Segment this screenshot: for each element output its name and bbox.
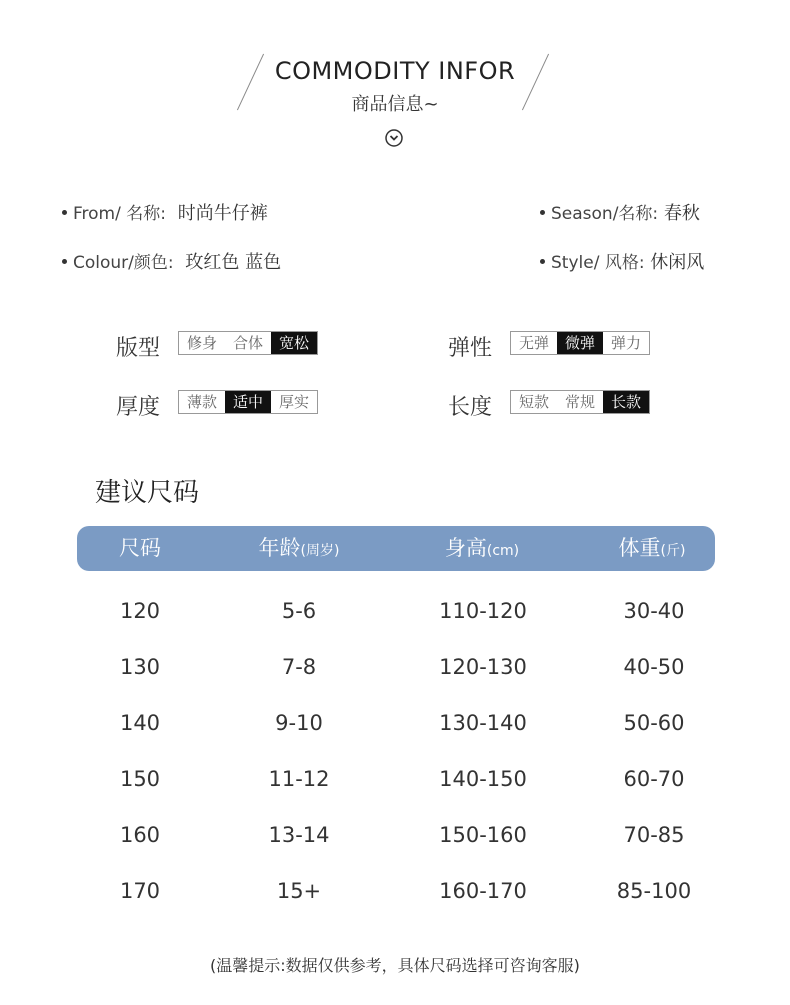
- info-colour: [62, 248, 281, 274]
- info-from: [62, 199, 268, 225]
- header-weight-text: 体重: [618, 536, 661, 560]
- fit-label: 版型: [116, 336, 161, 361]
- elasticity-option: 无弹: [519, 334, 550, 352]
- style-value: 休闲风: [650, 252, 705, 273]
- cell-weight: 60-70: [623, 767, 685, 791]
- cell-size: 120: [119, 599, 161, 623]
- cell-size: 160: [119, 823, 161, 847]
- elasticity-option: 弹力: [611, 334, 642, 352]
- length-option: 常规: [565, 393, 596, 411]
- length-option: 长款: [603, 391, 649, 413]
- length-label: 长度: [448, 395, 493, 420]
- thickness-option: 薄款: [187, 393, 218, 411]
- colour-label: Colour/颜色:: [73, 253, 174, 273]
- fit-option: 合体: [233, 334, 264, 352]
- header-age: [229, 526, 369, 571]
- header-weight-unit: (斤): [660, 543, 686, 559]
- header-height-text: 身高: [444, 536, 487, 560]
- cell-weight: 40-50: [623, 655, 685, 679]
- chevron-down-circle-icon: [385, 129, 403, 147]
- table-row: [0, 879, 790, 909]
- season-label: Season/名称:: [551, 204, 659, 224]
- length-options: [510, 390, 650, 414]
- table-row: [0, 767, 790, 797]
- cell-height: 110-120: [439, 599, 527, 623]
- style-label: Style/ 风格:: [551, 253, 645, 273]
- length-option: 短款: [519, 393, 550, 411]
- header-size: [100, 526, 180, 571]
- fit-option: 修身: [187, 334, 218, 352]
- elasticity-options: [510, 331, 650, 355]
- cell-age: 13-14: [268, 823, 330, 847]
- season-value: 春秋: [663, 203, 700, 224]
- size-table-header: [77, 526, 715, 571]
- header-age-text: 年龄: [258, 536, 301, 560]
- cell-height: 150-160: [439, 823, 527, 847]
- cell-size: 170: [119, 879, 161, 903]
- footnote: (温馨提示:数据仅供参考，具体尺码选择可咨询客服): [210, 956, 580, 975]
- info-season: [540, 199, 700, 225]
- elasticity-option: 微弹: [557, 332, 603, 354]
- fit-options: [178, 331, 318, 355]
- cell-height: 160-170: [439, 879, 527, 903]
- header-height: [412, 526, 552, 571]
- cell-weight: 70-85: [623, 823, 685, 847]
- colour-value: 玫红色 蓝色: [185, 252, 282, 273]
- cell-size: 130: [119, 655, 161, 679]
- thickness-label: 厚度: [116, 395, 161, 420]
- cell-age: 11-12: [268, 767, 330, 791]
- cell-age: 15+: [276, 879, 322, 903]
- info-style: [540, 248, 704, 274]
- header-height-unit: (cm): [486, 543, 520, 559]
- table-row: [0, 655, 790, 685]
- cell-weight: 30-40: [623, 599, 685, 623]
- bullet: [540, 210, 545, 215]
- cell-height: 140-150: [439, 767, 527, 791]
- header-size-text: 尺码: [119, 536, 161, 560]
- thickness-option: 适中: [225, 391, 271, 413]
- bullet: [540, 259, 545, 264]
- cell-height: 130-140: [439, 711, 527, 735]
- size-section-title: 建议尺码: [95, 478, 200, 508]
- bullet: [62, 210, 67, 215]
- title-english: COMMODITY INFOR: [274, 57, 516, 85]
- cell-height: 120-130: [439, 655, 527, 679]
- cell-age: 9-10: [275, 711, 323, 735]
- cell-weight: 50-60: [623, 711, 685, 735]
- fit-option: 宽松: [271, 332, 317, 354]
- from-value: 时尚牛仔裤: [177, 203, 268, 224]
- table-row: [0, 823, 790, 853]
- from-label: From/ 名称:: [73, 204, 166, 224]
- elasticity-label: 弹性: [448, 336, 493, 361]
- bullet: [62, 259, 67, 264]
- table-row: [0, 599, 790, 629]
- cell-age: 5-6: [281, 599, 317, 623]
- cell-weight: 85-100: [616, 879, 692, 903]
- title-chinese: 商品信息~: [351, 94, 439, 115]
- header-weight: [587, 526, 717, 571]
- table-row: [0, 711, 790, 741]
- cell-size: 140: [119, 711, 161, 735]
- cell-age: 7-8: [281, 655, 317, 679]
- header-age-unit: (周岁): [300, 543, 340, 559]
- thickness-options: [178, 390, 318, 414]
- cell-size: 150: [119, 767, 161, 791]
- thickness-option: 厚实: [279, 393, 310, 411]
